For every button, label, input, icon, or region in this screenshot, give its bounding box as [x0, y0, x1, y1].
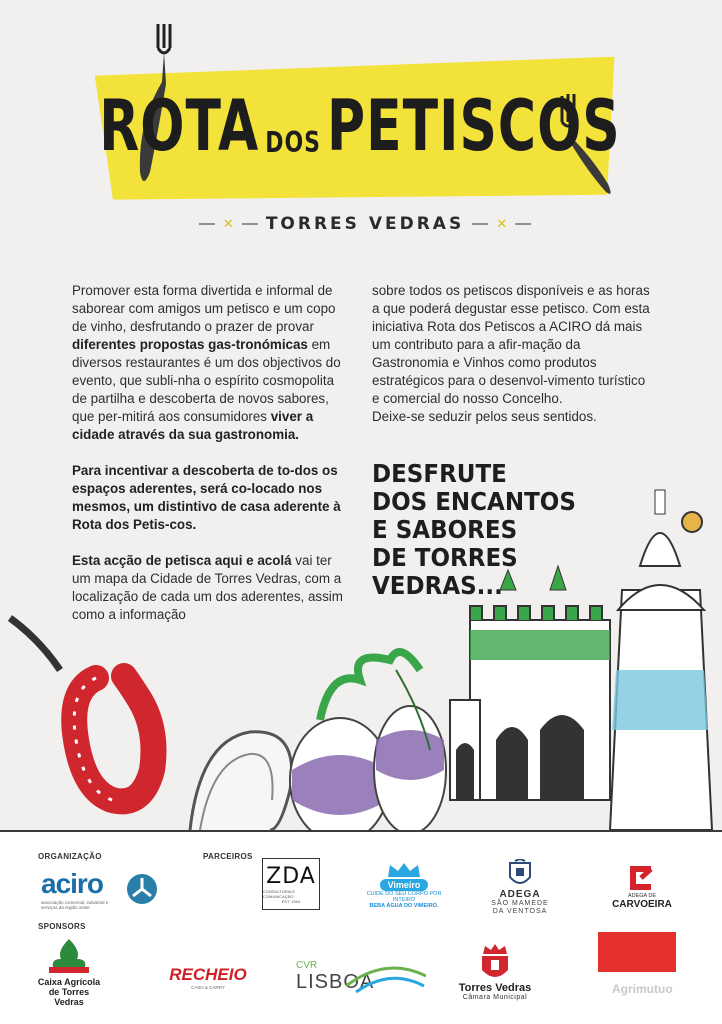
logo-adega-sao-mamede	[480, 852, 560, 922]
adega-subtitle-1: SÃO MAMEDE	[491, 899, 549, 907]
logo-vimeiro	[356, 852, 452, 918]
zda-wordmark: ZDA	[266, 864, 316, 889]
p3-text: vai ter um mapa da Cidade de Torres Vedras, com a localização de cada um dos aderentes, assim como a informação	[72, 553, 343, 622]
zda-year: EST. 1994	[281, 899, 301, 904]
fork-handle-icon	[10, 618, 60, 670]
logo-recheio	[150, 962, 266, 992]
logo-cvr-lisboa	[296, 952, 426, 1002]
carvoeira-prefix: ADEGA DE	[627, 892, 657, 899]
zda-tagline: CONSULTORIA E COMUNICAÇÃO	[263, 889, 296, 899]
adega-subtitle-2: DA VENTOSA	[492, 907, 548, 915]
title-dos: DOS	[265, 127, 322, 160]
adega-crest-icon	[507, 859, 533, 889]
cross-right-icon: ✕	[496, 216, 508, 231]
logo-caixa-agricola	[36, 934, 102, 1010]
camara-subtitle: Câmara Municipal	[462, 993, 528, 1001]
municipal-crest-icon	[477, 944, 513, 982]
headline-line-2: DOS ENCANTOS	[372, 487, 576, 516]
cross-left-icon: ✕	[222, 216, 234, 231]
logo-aciro	[40, 866, 160, 912]
paragraph-1	[72, 282, 352, 444]
watermark: Agrimutuo	[612, 982, 673, 996]
logo-zda	[262, 858, 320, 910]
cvr-label: CVR	[296, 960, 318, 971]
vimeiro-tagline-2: BEBA ÁGUA DO VIMEIRO.	[369, 903, 439, 909]
caixa-line-1: Caixa Agrícola	[37, 977, 101, 987]
cvr-swoosh-icon	[346, 956, 426, 996]
city-illustration	[0, 470, 722, 830]
adega-title: ADEGA	[499, 888, 541, 900]
logo-camara-municipal	[452, 936, 538, 1008]
headline-line-1: DESFRUTE	[372, 459, 507, 488]
p2-bold: Para incentivar a descoberta de to-dos os espaços aderentes, será co-locado nos mesmos, um distintivo de casa aderente à Rota dos Petis-cos.	[72, 463, 341, 532]
subtitle: TORRES VEDRAS	[265, 214, 465, 234]
subtitle-row	[190, 212, 540, 236]
title-petiscos: PETISCOS	[327, 86, 621, 168]
crown-icon	[384, 861, 424, 879]
vimeiro-tagline-1: CUIDE DO SEU CORPO POR INTEIRO	[366, 891, 442, 903]
dash-right: —	[472, 215, 489, 232]
dash-right-2: —	[515, 215, 532, 232]
tree-icon	[47, 937, 91, 977]
aciro-wordmark: aciro	[41, 868, 103, 899]
vimeiro-wordmark: Vimeiro	[380, 879, 429, 891]
p1-bold-1: diferentes propostas gas-tronómicas	[72, 337, 308, 352]
p1-bold-2: viver a cidade através da sua gastronomia.	[72, 409, 314, 442]
aciro-tagline: associação comercial, industrial e serviços da região oeste	[41, 900, 109, 910]
p1-text-2: em diversos restaurantes é um dos objectivos do evento, que subli-nha o espírito cosmopolita de partilha e descoberta de novos sabores, que per-mitirá aos consumidores	[72, 337, 341, 424]
headline-line-3: E SABORES	[372, 515, 518, 544]
recheio-tagline: CASH & CARRY	[191, 984, 225, 990]
p1-text-1: Promover esta forma divertida e informal de saborear com amigos um petisco e um copo de vinho, desfrutando o prazer de provar	[72, 283, 336, 334]
title-rota: ROTA	[99, 86, 260, 168]
sponsor-red-logo	[598, 932, 676, 972]
carvoeira-wordmark: CARVOEIRA	[612, 898, 672, 910]
carvoeira-c-icon	[627, 863, 657, 893]
label-sponsors: SPONSORS	[38, 922, 86, 931]
dash-left: —	[198, 215, 215, 232]
dash-left-2: —	[241, 215, 258, 232]
paragraph-4: sobre todos os petiscos disponíveis e as horas a que poderá degustar esse petisco. Com esta iniciativa Rota dos Petiscos a ACIRO dá mais um contributo para a afir-mação da Gastronomia e Vinhos como produtos estratégicos para o desenvol-vimento turístico e comercial do nosso Concelho.	[372, 283, 650, 406]
caixa-line-2: de Torres Vedras	[48, 987, 90, 1007]
lisboa-wordmark: LISBOA	[296, 971, 375, 993]
page-title	[99, 72, 621, 182]
headline-line-4: DE TORRES VEDRAS...	[372, 543, 518, 600]
logo-adega-carvoeira	[600, 856, 684, 916]
sausage-icon	[74, 676, 153, 801]
text-column-right	[372, 282, 650, 426]
label-organizacao: ORGANIZAÇÃO	[38, 852, 102, 861]
p3-bold: Esta acção de petisca aqui e acolá	[72, 553, 292, 568]
camara-title: Torres Vedras	[458, 981, 532, 994]
footer-divider	[0, 830, 722, 832]
paragraph-5: Deixe-se seduzir pelos seus sentidos.	[372, 409, 597, 424]
recheio-wordmark: RECHEIO	[169, 964, 247, 984]
label-parceiros: PARCEIROS	[203, 852, 253, 861]
aciro-emblem-icon	[125, 872, 159, 906]
swirl-shape	[190, 732, 292, 830]
snail-icon	[682, 512, 702, 532]
